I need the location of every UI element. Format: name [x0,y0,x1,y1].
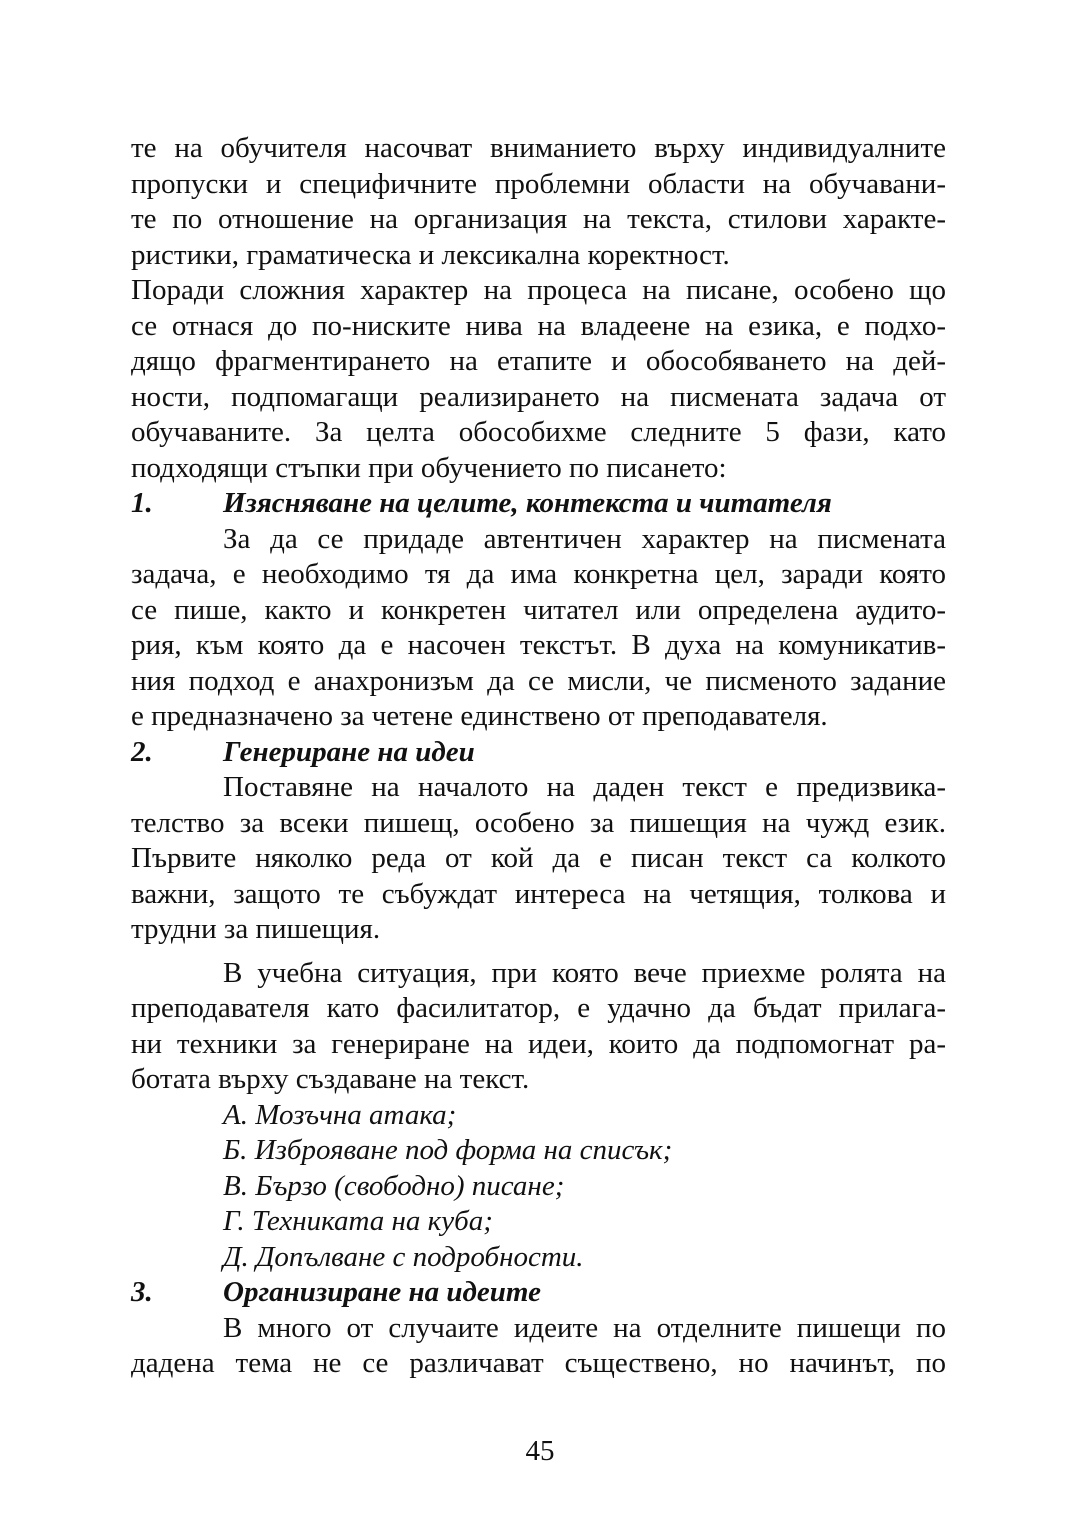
page-body [131,131,946,1382]
text-line: се пише, както и конкретен читател или определена аудито- [131,593,946,626]
section-title: Организиране на идеите [223,1276,541,1308]
text-line: ни техники за генериране на идеи, които да подпомогнат ра- [131,1027,946,1060]
text-line: дадена тема не се различават съществено, но начинът, по [131,1347,946,1379]
section-2-paragraph-1 [131,770,946,948]
text-line: В много от случаите идеите на отделните пишещи по [223,1311,946,1344]
list-item: Б. Изброяване под форма на списък; [223,1134,673,1166]
section-number: 2. [131,735,153,768]
text-line: ристики, граматическа и лексикална коректност. [131,238,730,271]
text-line: Поставяне на началото на даден текст е предизвика- [223,771,946,803]
text-line: ности, подпомагащи реализирането на писмената задача от [131,380,946,413]
text-line: телство за всеки пишещ, особено за пишещия на чужд език. [131,806,946,839]
section-heading-2 [131,735,946,771]
text-line: трудни за пишещия. [131,913,381,945]
paragraph-continuation [131,131,946,273]
list-item: А. Мозъчна атака; [223,1098,457,1131]
text-line: В учебна ситуация, при която вече приехме ролята на [223,956,946,989]
text-line: ния подход е анахронизъм да се мисли, че писменото задание [131,664,946,697]
section-title: Изясняване на целите, контекста и читателя [223,487,832,519]
section-1-paragraph [131,522,946,735]
text-line: те по отношение на организация на текста, стилови характе- [131,203,946,235]
section-heading-3 [131,1275,946,1311]
list-item: Д. Допълване с подробности. [223,1240,584,1273]
text-line: те на обучителя насочват вниманието върху индивидуалните [131,132,946,164]
section-3-paragraph [131,1311,946,1382]
section-number: 1. [131,487,153,519]
text-line: задача, е необходимо тя да има конкретна цел, заради която [131,558,946,590]
page-number: 45 [525,1435,555,1467]
section-2-paragraph-2 [131,956,946,1098]
text-line: Първите няколко реда от кой да е писан текст са колкото [131,842,946,874]
section-heading-1 [131,486,946,522]
text-line: Поради сложния характер на процеса на писане, особено що [131,274,946,306]
techniques-list [131,1098,946,1276]
text-line: рия, към която да е насочен текстът. В духа на комуникатив- [131,629,946,661]
text-line: важни, защото те събуждат интереса на четящия, толкова и [131,877,946,910]
section-number: 3. [131,1276,153,1308]
list-item: Г. Техниката на куба; [223,1205,493,1237]
text-line: пропуски и специфичните проблемни области на обучавани- [131,167,946,200]
list-item: В. Бързо (свободно) писане; [223,1169,565,1202]
text-line: се отнася до по-ниските нива на владеене на езика, е подхо- [131,309,946,342]
text-line: преподавателя като фасилитатор, е удачно да бъдат прилага- [131,992,946,1024]
paragraph-writing-process [131,273,946,486]
text-line: обучаваните. За целта обособихме следните 5 фази, като [131,416,946,448]
text-line: ботата върху създаване на текст. [131,1063,530,1095]
text-line: е предназначено за четене единствено от преподавателя. [131,700,828,732]
text-line: За да се придаде автентичен характер на писмената [223,522,946,555]
text-line: подходящи стъпки при обучението по писането: [131,451,727,484]
section-title: Генериране на идеи [223,735,475,768]
text-line: дящо фрагментирането на етапите и обособяването на дей- [131,345,946,377]
